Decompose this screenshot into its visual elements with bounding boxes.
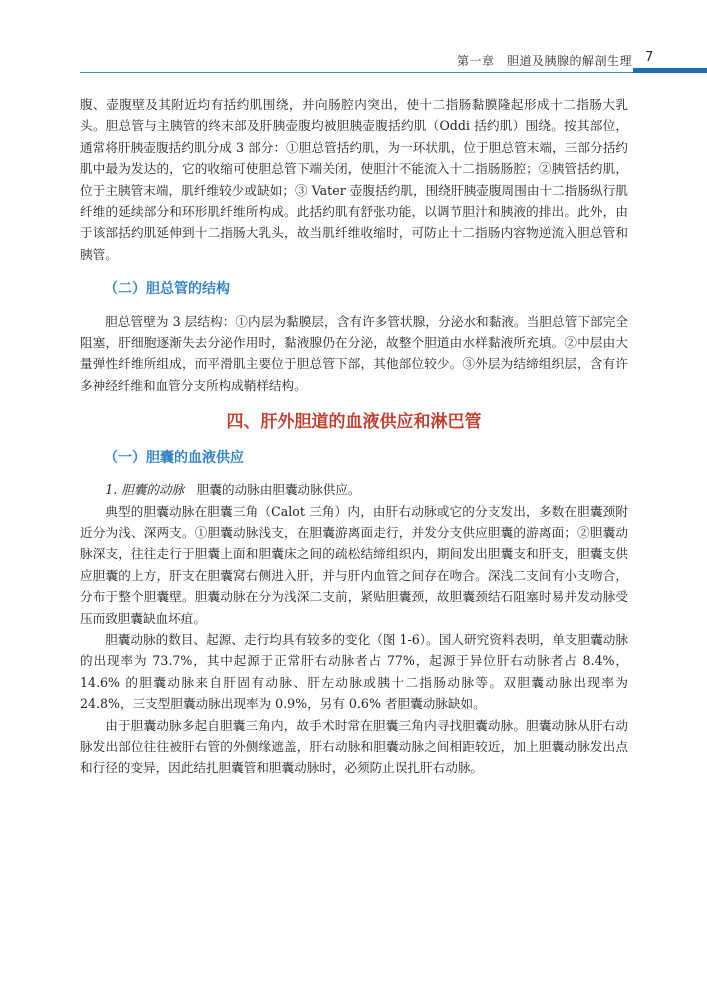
runin-heading: 1. 胆囊的动脉: [105, 482, 185, 498]
header-rule: [80, 72, 633, 73]
paragraph: 胆总管壁为 3 层结构：①内层为黏膜层，含有许多管状腺，分泌水和黏液。当胆总管下部完全阻塞，肝细胞逐渐失去分泌作用时，黏液腺仍在分泌，故整个胆道由水样黏液所充填。②中层由大量弹性纤维所组成，而平滑肌主要位于胆总管下部，其他部位较少。③外层为结缔组织层，含有许多神经纤维和血管分支所构成鞘样结构。: [80, 313, 628, 393]
page-number: 7: [645, 50, 654, 65]
page-header: [0, 0, 707, 80]
paragraph: 胆囊动脉的数目、起源、走行均具有较多的变化（图 1-6）。国人研究资料表明，单支胆囊动脉的出现率为 73.7%，其中起源于正常肝右动脉者占 77%，起源于异位肝右动脉者占 8.4%，14.6% 的胆囊动脉来自肝固有动脉、肝左动脉或胰十二指肠动脉等。双胆囊动脉出现率为 24.8%，三支型胆囊动脉出现率为 0.9%，另有 0.6% 者胆囊动脉缺如。: [80, 631, 628, 712]
subsection-heading: （二）胆总管的结构: [104, 281, 230, 298]
page-number-bar: [633, 68, 707, 73]
paragraph: 由于胆囊动脉多起自胆囊三角内，故手术时常在胆囊三角内寻找胆囊动脉。胆囊动脉从肝右动脉发出部位往往被肝右管的外侧缘遮盖，肝右动脉和胆囊动脉之间相距较近，加上胆囊动脉发出点和行径的变异，因此结扎胆囊管和胆囊动脉时，必须防止误扎肝右动脉。: [80, 717, 628, 776]
paragraph-text: 胆囊的动脉由胆囊动脉供应。: [184, 482, 361, 498]
paragraph: [80, 479, 628, 500]
page-body: [80, 94, 628, 779]
paragraph: 腹、壶腹壁及其附近均有括约肌围绕，并向肠腔内突出，使十二指肠黏膜隆起形成十二指肠大乳头。胆总管与主胰管的终末部及肝胰壶腹均被胆胰壶腹括约肌（Oddi 括约肌）围绕。按其部位，通常将肝胰壶腹括约肌分成 3 部分：①胆总管括约肌，为一环状肌，位于胆总管末端，三部分括约肌中最为发达的，它的收缩可使胆总管下端关闭，使胆汁不能流入十二指肠肠腔；②胰管括约肌，位于主胰管末端，肌纤维较少或缺如；③ Vater 壶腹括约肌，围绕肝胰壶腹周围由十二指肠纵行肌纤维的延续部分和环形肌纤维所构成。此括约肌有舒张功能，以调节胆汁和胰液的排出。此外，由于该部括约肌延伸到十二指肠大乳头，故当肌纤维收缩时，可防止十二指肠内容物逆流入胆总管和胰管。: [80, 97, 628, 262]
subsection-heading: （一）胆囊的血液供应: [104, 449, 244, 466]
section-heading: 四、肝外胆道的血液供应和淋巴管: [226, 412, 482, 433]
chapter-title: 第一章 胆道及胰腺的解剖生理: [456, 54, 632, 68]
paragraph: 典型的胆囊动脉在胆囊三角（Calot 三角）内，由肝右动脉或它的分支发出，多数在胆囊颈附近分为浅、深两支。①胆囊动脉浅支，在胆囊游离面走行，并发分支供应胆囊的游离面；②胆囊动脉深支，往往走行于胆囊上面和胆囊床之间的疏松结缔组织内，期间发出胆囊支和肝支，胆囊支供应胆囊的上方，肝支在胆囊窝右侧进入肝，并与肝内血管之间存在吻合。深浅二支间有小支吻合，分布于整个胆囊壁。胆囊动脉在分为浅深二支前，紧贴胆囊颈，故胆囊颈结石阻塞时易并发动脉受压而致胆囊缺血坏疽。: [80, 503, 628, 626]
